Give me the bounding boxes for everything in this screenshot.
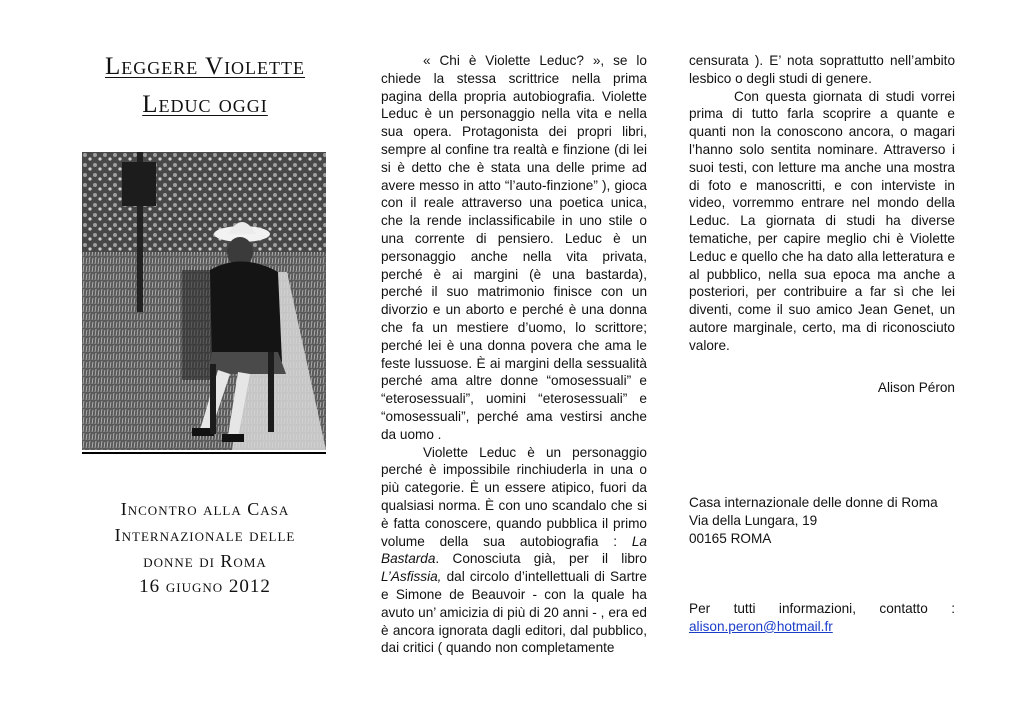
contact-info (689, 600, 955, 636)
title-line-2: Leduc oggi (142, 91, 268, 118)
venue-address (689, 494, 955, 547)
contact-word-1: Per (689, 601, 711, 616)
event-info (60, 496, 350, 600)
event-date: 16 giugno 2012 (139, 576, 271, 597)
paragraph-1: « Chi è Violette Leduc? », se lo chiede la stessa scrittrice nella prima pagina della propria autobiografia. Violette Leduc è un personaggio nella vita e nella sua opera. Protagonista dei propri libri, sempre al confine tra realtà e finzione (di lei si è detto che è stata una delle prime ad avere messo in atto “l’auto-finzione” ), gioca con il reale attraverso una poetica unica, che la rende inclassificabile in uno stile o una corrente di pensiero. Leduc è un personaggio anche nella vita privata, perché è ai margini (è una bastarda), perché il suo matrimonio finisce con un divorzio e un aborto e perché è una donna che fa un mestiere d’uomo, lo scrittore; perché lei è una donna povera che ama le feste lussuose. È ai margini della sessualità perché ama altre donne “omosessuali” e “eterosessuali”, uomini “eterosessuali” e “omosessuali”, perché ama vestirsi anche da uomo . (381, 53, 647, 442)
paragraph-2-text-a: Violette Leduc è un personaggio perché è impossibile rinchiuderla in una o più categorie. È un essere atipico, fuori da qualsiasi norma. È con uno scandalo che si è fatta conoscere, quando pubblica il primo volume della sua autobiografia : (381, 444, 647, 549)
paragraph-3: censurata ). E’ nota soprattutto nell’ambito lesbico o degli studi di genere. (689, 53, 955, 86)
paragraph-4: Con questa giornata di studi vorrei prima di tutto farla scoprire a quante e quanti non la conoscono ancora, o magari l’hanno solo sentita nominare. Attraverso i suoi testi, con letture ma anche una mostra di foto e manoscritti, e con interviste in video, vorremmo entrare nel mondo della Leduc. La giornata di studi ha diverse tematiche, per capire meglio chi è Violette Leduc e quello che ha dato alla letteratura e al pubblico, nella sua epoca ma anche a posteriori, per contribuire a far sì che lei diventi, come il suo amico Jean Genet, un autore marginale, certo, ma di riconosciuto valore. (689, 88, 955, 353)
address-line-3: 00165 ROMA (689, 530, 772, 546)
address-line-2: Via della Lungara, 19 (689, 512, 818, 528)
paragraph-2-text-b: . Conosciuta già, per il libro (435, 551, 647, 567)
right-body-text (689, 52, 955, 355)
contact-word-4: contatto (879, 601, 928, 616)
contact-email-link[interactable]: alison.peron@hotmail.fr (689, 618, 833, 634)
photo-woman-reading-image (82, 152, 326, 450)
event-line-3: donne di Roma (143, 551, 267, 571)
contact-word-3: informazioni, (778, 601, 856, 616)
author-signature: Alison Péron (877, 380, 955, 395)
title-line-1: Leggere Violette (104, 53, 306, 80)
book-title-asfissia: L’Asfissia, (381, 569, 442, 585)
contact-line (689, 600, 955, 618)
event-line-1: Incontro alla Casa (120, 499, 290, 519)
paragraph-2-text-c: dal circolo d’intellettuali di Sartre e Simone de Beauvoir - con la quale ha avuto un’ amicizia di più di 20 anni - , era ed è ancora ignorata dagli editori, dal pubblico, dai critici ( quando non completamente (381, 569, 647, 656)
paragraph-2 (381, 444, 647, 658)
contact-word-2: tutti (733, 601, 756, 616)
address-line-1: Casa internazionale delle donne di Roma (689, 495, 938, 510)
middle-body-text (381, 52, 647, 657)
contact-word-5: : (951, 601, 955, 616)
event-line-2: Internazionale delle (114, 525, 296, 545)
book-title-la-bastarda: La Bastarda (381, 533, 647, 567)
page-title (60, 48, 350, 124)
author-photo (82, 152, 326, 454)
